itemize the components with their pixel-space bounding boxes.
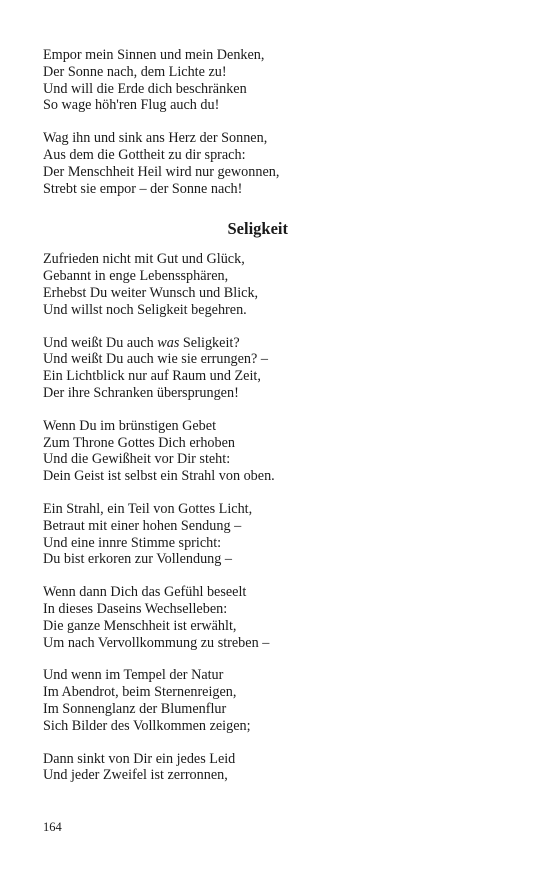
poem-line: Der Menschheit Heil wird nur gewonnen, [43, 163, 280, 180]
poem-line: Sich Bilder des Vollkommen zeigen; [43, 717, 251, 734]
poem-line: Wenn dann Dich das Gefühl beseelt [43, 584, 247, 601]
poem-title: Seligkeit [227, 219, 288, 239]
poem-line: In dieses Daseins Wechselleben: [43, 600, 228, 617]
poem-line: Betraut mit einer hohen Sendung – [43, 517, 242, 534]
poem-line: Der Sonne nach, dem Lichte zu! [43, 63, 227, 80]
poem-line-text: Seligkeit? [179, 334, 240, 351]
poem-line: Dein Geist ist selbst ein Strahl von oben. [43, 468, 275, 485]
stanza [43, 335, 513, 402]
poem-line: Um nach Vervollkommung zu streben – [43, 634, 270, 651]
poem-line: Wag ihn und sink ans Herz der Sonnen, [43, 130, 268, 147]
poem-line: Im Abendrot, beim Sternenreigen, [43, 684, 237, 701]
poem-line-text: Und weißt Du auch [43, 334, 158, 351]
stanza [43, 501, 513, 568]
poem-line: Du bist erkoren zur Vollendung – [43, 551, 233, 568]
poem-line: Zum Throne Gottes Dich erhoben [43, 434, 236, 451]
poem-line: Ein Lichtblick nur auf Raum und Zeit, [43, 368, 261, 385]
poem-line: Im Sonnenglanz der Blumenflur [43, 700, 227, 717]
poem-line [43, 335, 513, 352]
stanza [43, 130, 513, 197]
stanza [43, 584, 513, 651]
emphasis-word: was [157, 334, 180, 351]
poem-line: Gebannt in enge Lebenssphären, [43, 268, 229, 285]
poem-line: Und weißt Du auch wie sie errungen? – [43, 351, 268, 368]
poem-line: Und jeder Zweifel ist zerronnen, [43, 767, 228, 784]
poem-line: Dann sinkt von Dir ein jedes Leid [43, 750, 236, 767]
poem-line: Und willst noch Seligkeit begehren. [43, 301, 247, 318]
poem-line: Erhebst Du weiter Wunsch und Blick, [43, 284, 259, 301]
poem-line: Die ganze Menschheit ist erwählt, [43, 617, 237, 634]
page-number: 164 [43, 820, 62, 834]
poem-line: Strebt sie empor – der Sonne nach! [43, 180, 243, 197]
poem-line: Empor mein Sinnen und mein Denken, [43, 47, 265, 63]
stanza [43, 418, 513, 485]
stanza [43, 667, 513, 734]
page-body [43, 47, 513, 800]
poem-line: Aus dem die Gottheit zu dir sprach: [43, 146, 246, 163]
stanza [43, 251, 513, 318]
poem-line: So wage höh'ren Flug auch du! [43, 97, 220, 114]
poem-line: Und wenn im Tempel der Natur [43, 667, 224, 684]
poem-line: Und will die Erde dich beschränken [43, 80, 247, 97]
poem-line: Der ihre Schranken übersprungen! [43, 384, 239, 401]
poem-line: Wenn Du im brünstigen Gebet [43, 417, 217, 434]
poem-line: Und die Gewißheit vor Dir steht: [43, 451, 231, 468]
poem-line: Und eine innre Stimme spricht: [43, 534, 222, 551]
stanza [43, 751, 513, 785]
stanza [43, 47, 513, 114]
poem-line: Ein Strahl, ein Teil von Gottes Licht, [43, 500, 253, 517]
poem-line: Zufrieden nicht mit Gut und Glück, [43, 251, 245, 268]
